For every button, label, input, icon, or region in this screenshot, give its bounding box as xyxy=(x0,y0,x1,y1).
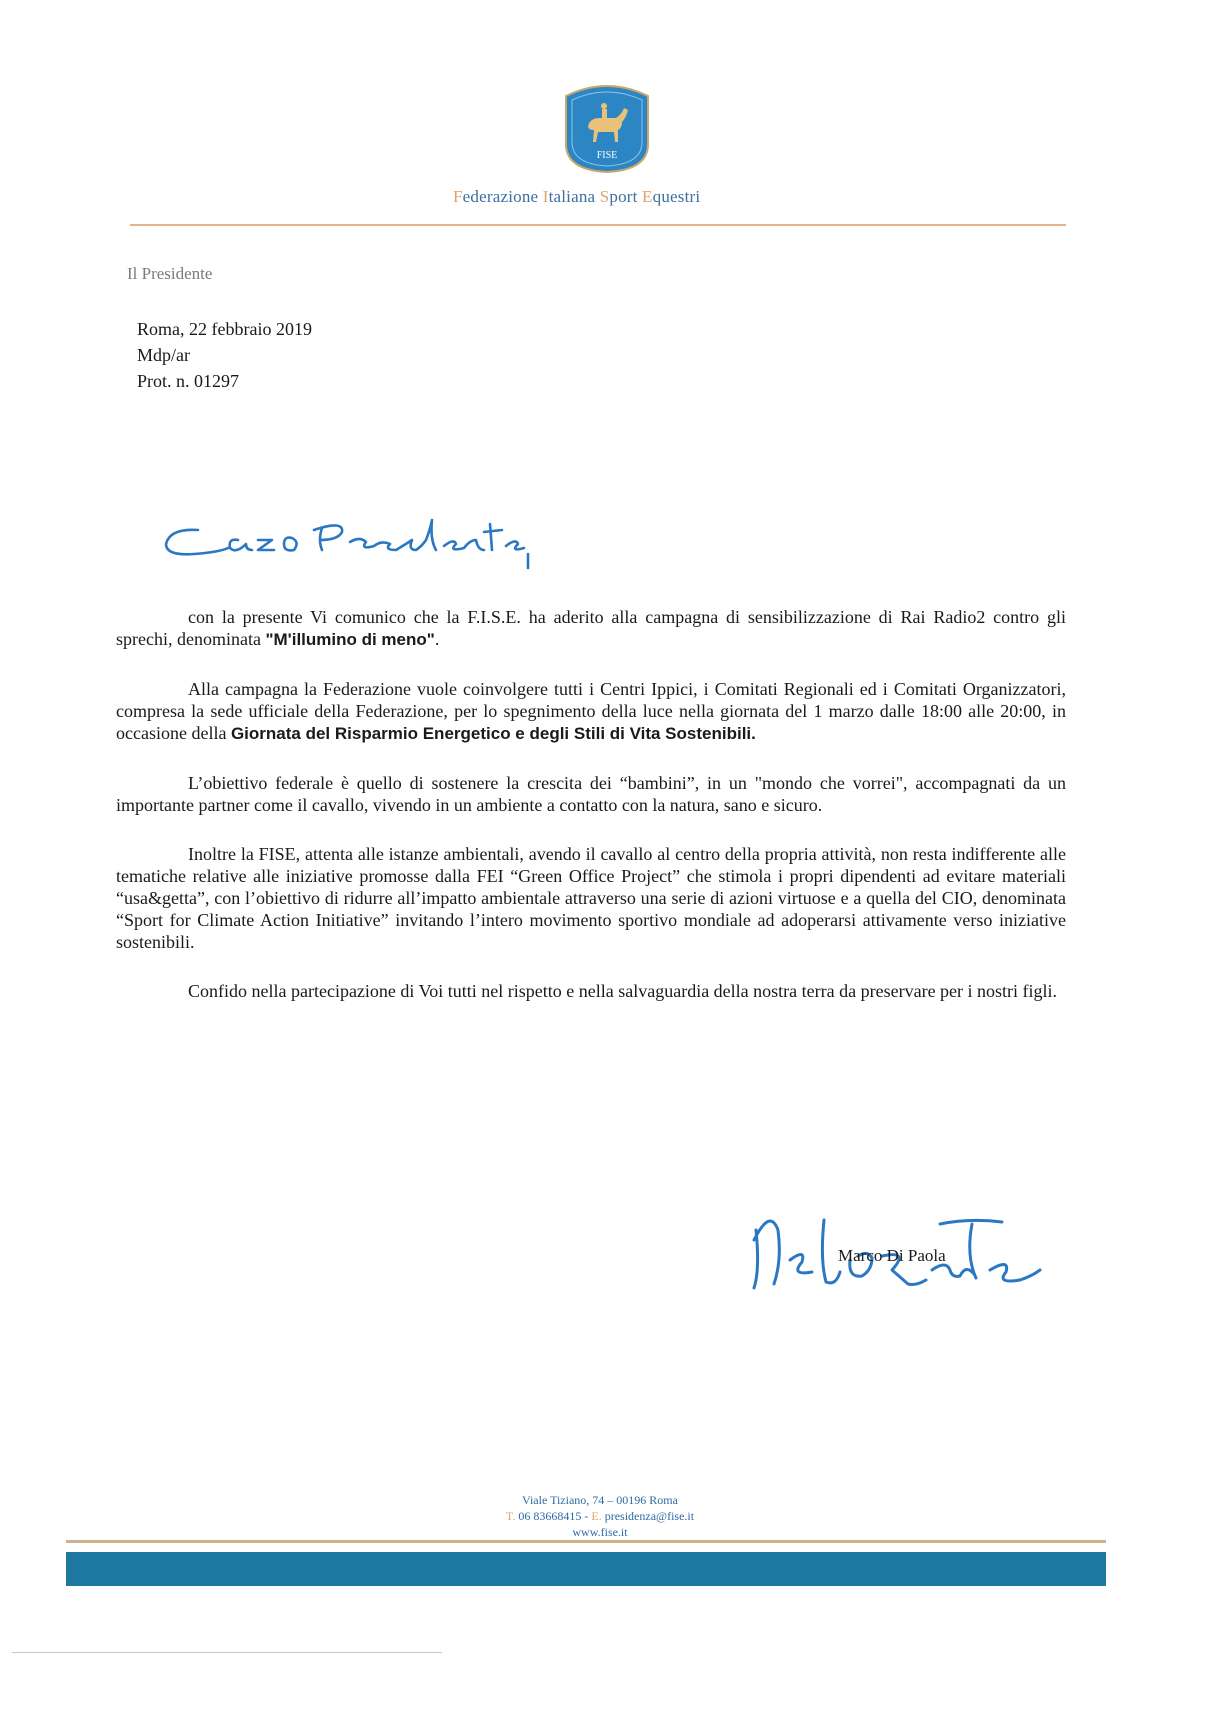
place-date: Roma, 22 febbraio 2019 xyxy=(137,319,312,339)
header-divider xyxy=(130,224,1066,226)
letter-meta xyxy=(137,316,312,394)
body-paragraph-3: L’obiettivo federale è quello di sostenere la crescita dei “bambini”, in un "mondo che vorrei", accompagnati da un importante partner come il cavallo, vivendo in un ambiente a contatto con la natura, sano e sicuro. xyxy=(116,773,1066,815)
footer-email: presidenza@fise.it xyxy=(604,1509,695,1523)
footer-phone: 06 83668415 - xyxy=(518,1509,589,1523)
event-name: Giornata del Risparmio Energetico e degli Stili di Vita Sostenibili. xyxy=(230,724,756,743)
body-paragraph-1: con la presente Vi comunico che la F.I.S.E. ha aderito alla campagna di sensibilizzazione di Rai Radio2 contro gli sprechi, denominata "M'illumino di meno". xyxy=(116,607,1066,649)
fise-logo xyxy=(560,82,654,174)
protocol-number: Prot. n. 01297 xyxy=(137,371,240,391)
signer-name: Marco Di Paola xyxy=(838,1246,946,1265)
campaign-name: "M'illumino di meno" xyxy=(265,630,435,649)
svg-text:FISE: FISE xyxy=(596,150,618,161)
body-paragraph-2: Alla campagna la Federazione vuole coinvolgere tutti i Centri Ippici, i Comitati Regionali ed i Comitati Organizzatori, compresa la sede ufficiale della Federazione, per lo spegnimento della luce nella giornata del 1 marzo dalle 18:00 alle 20:00, in occasione della Giornata del Risparmio Energetico e degli Stili di Vita Sostenibili. xyxy=(116,679,1066,743)
footer-address: Viale Tiziano, 74 – 00196 Roma xyxy=(522,1493,678,1507)
sender-role: Il Presidente xyxy=(127,264,213,283)
body-paragraph-4: Inoltre la FISE, attenta alle istanze ambientali, avendo il cavallo al centro della propria attività, non resta indifferente alle tematiche relative alle iniziative promosse dalla FEI “Green Office Project” che stimola i propri dipendenti ad evitare materiali “usa&getta”, con l’obiettivo di ridurre all’impatto ambientale attraverso una serie di azioni virtuose e a quella del CIO, denominata “Sport for Climate Action Initiative” invitando l’intero movimento sportivo mondiale ad adoperarsi attivamente verso iniziative sostenibili. xyxy=(116,844,1066,952)
footer-divider xyxy=(66,1540,1106,1543)
reference-code: Mdp/ar xyxy=(137,345,190,365)
federation-name xyxy=(453,187,753,207)
footer-contacts: T. 06 83668415 - E. presidenza@fise.it xyxy=(505,1509,695,1523)
org-word-3: Sport xyxy=(599,187,643,206)
footer-website: www.fise.it xyxy=(572,1525,628,1539)
letter-footer xyxy=(400,1492,800,1540)
body-paragraph-5: Confido nella partecipazione di Voi tutti nel rispetto e nella salvaguardia della nostra terra da preservare per i nostri figli. xyxy=(188,981,1058,1001)
org-word-1: Federazione xyxy=(453,187,543,206)
handwritten-salutation xyxy=(160,510,620,590)
letter-body xyxy=(116,606,1066,1029)
scan-edge-line xyxy=(12,1652,442,1653)
org-word-2: Italiana xyxy=(542,187,600,206)
org-word-4: Equestri xyxy=(642,187,701,206)
footer-band xyxy=(66,1552,1106,1586)
